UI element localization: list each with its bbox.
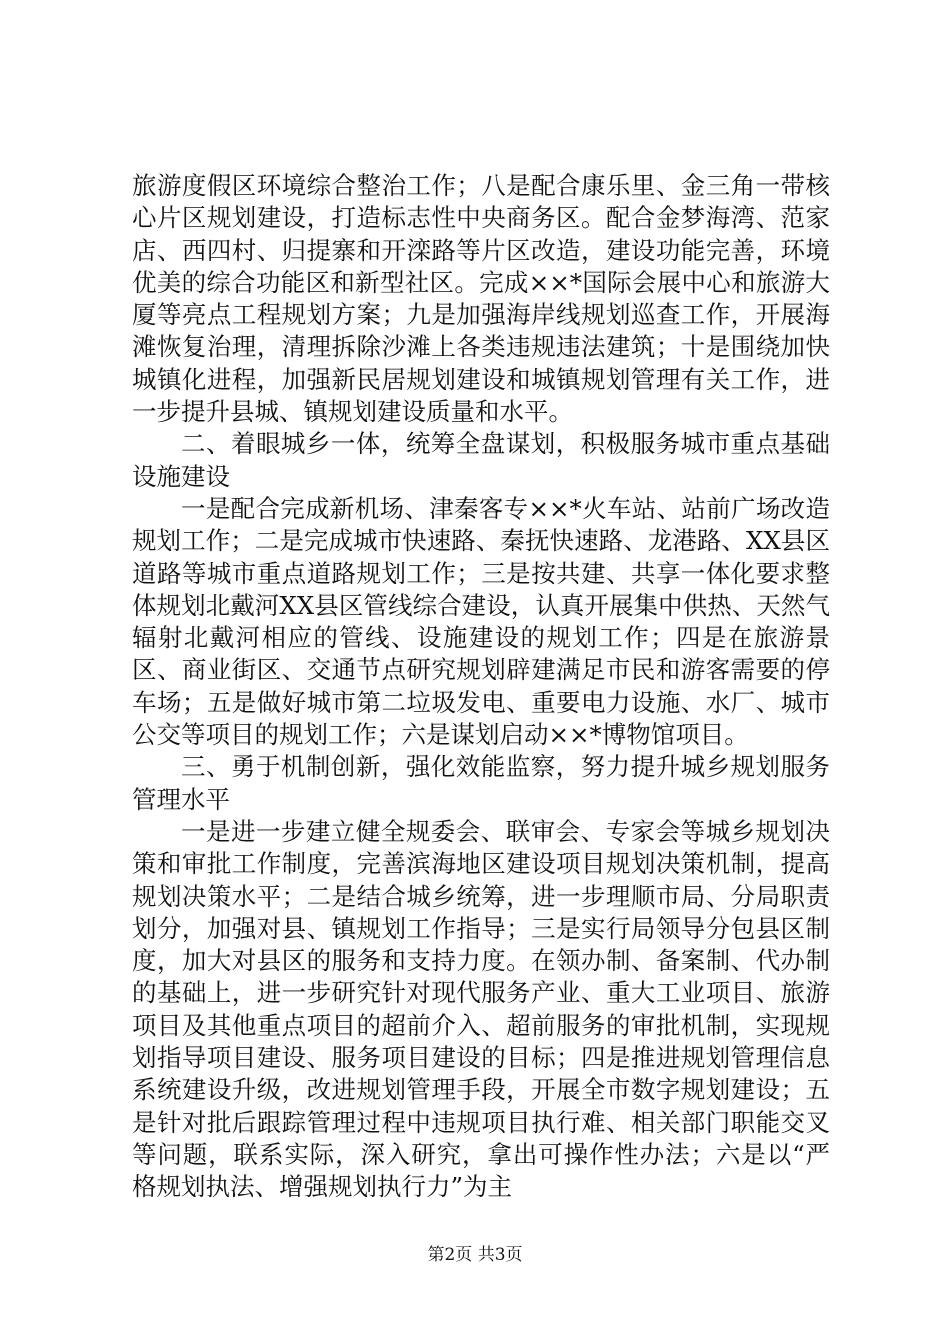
section-heading-2: 二、着眼城乡一体，统筹全盘谋划，积极服务城市重点基础设施建设	[132, 429, 830, 491]
paragraph-5: 一是进一步建立健全规委会、联审会、专家会等城乡规划决策和审批工作制度，完善滨海地区建设项目规划决策机制，提高规划决策水平；二是结合城乡统筹，进一步理顺市局、分局职责划分，加强对县、镇规划工作指导；三是实行局领导分包县区制度，加大对县区的服务和支持力度。在领办制、备案制、代办制的基础上，进一步研究针对现代服务产业、重大工业项目、旅游项目及其他重点项目的超前介入、超前服务的审批机制，实现规划指导项目建设、服务项目建设的目标；四是推进规划管理信息系统建设升级，改进规划管理手段，开展全市数字规划建设；五是针对批后跟踪管理过程中违规项目执行难、相关部门职能交叉等问题，联系实际，深入研究，拿出可操作性办法；六是以“严格规划执法、增强规划执行力”为主	[132, 816, 830, 1202]
section-heading-3: 三、勇于机制创新，强化效能监察，努力提升城乡规划服务管理水平	[132, 752, 830, 814]
page-footer: 第2页 共3页	[427, 1245, 523, 1265]
document-body	[132, 170, 830, 1204]
paragraph-1: 旅游度假区环境综合整治工作；八是配合康乐里、金三角一带核心片区规划建设，打造标志性中央商务区。配合金梦海湾、范家店、西四村、归提寨和开滦路等片区改造，建设功能完善，环境优美的综合功能区和新型社区。完成××*国际会展中心和旅游大厦等亮点工程规划方案；九是加强海岸线规划巡查工作，开展海滩恢复治理，清理拆除沙滩上各类违规违法建筑；十是围绕加快城镇化进程，加强新民居规划建设和城镇规划管理有关工作，进一步提升县城、镇规划建设质量和水平。	[132, 171, 830, 427]
paragraph-3: 一是配合完成新机场、津秦客专××*火车站、站前广场改造规划工作；二是完成城市快速路、秦抚快速路、龙港路、XX县区道路等城市重点道路规划工作；三是按共建、共享一体化要求整体规划北戴河XX县区管线综合建设，认真开展集中供热、天然气辐射北戴河相应的管线、设施建设的规划工作；四是在旅游景区、商业街区、交通节点研究规划辟建满足市民和游客需要的停车场；五是做好城市第二垃圾发电、重要电力设施、水厂、城市公交等项目的规划工作；六是谋划启动××*博物馆项目。	[132, 493, 830, 750]
